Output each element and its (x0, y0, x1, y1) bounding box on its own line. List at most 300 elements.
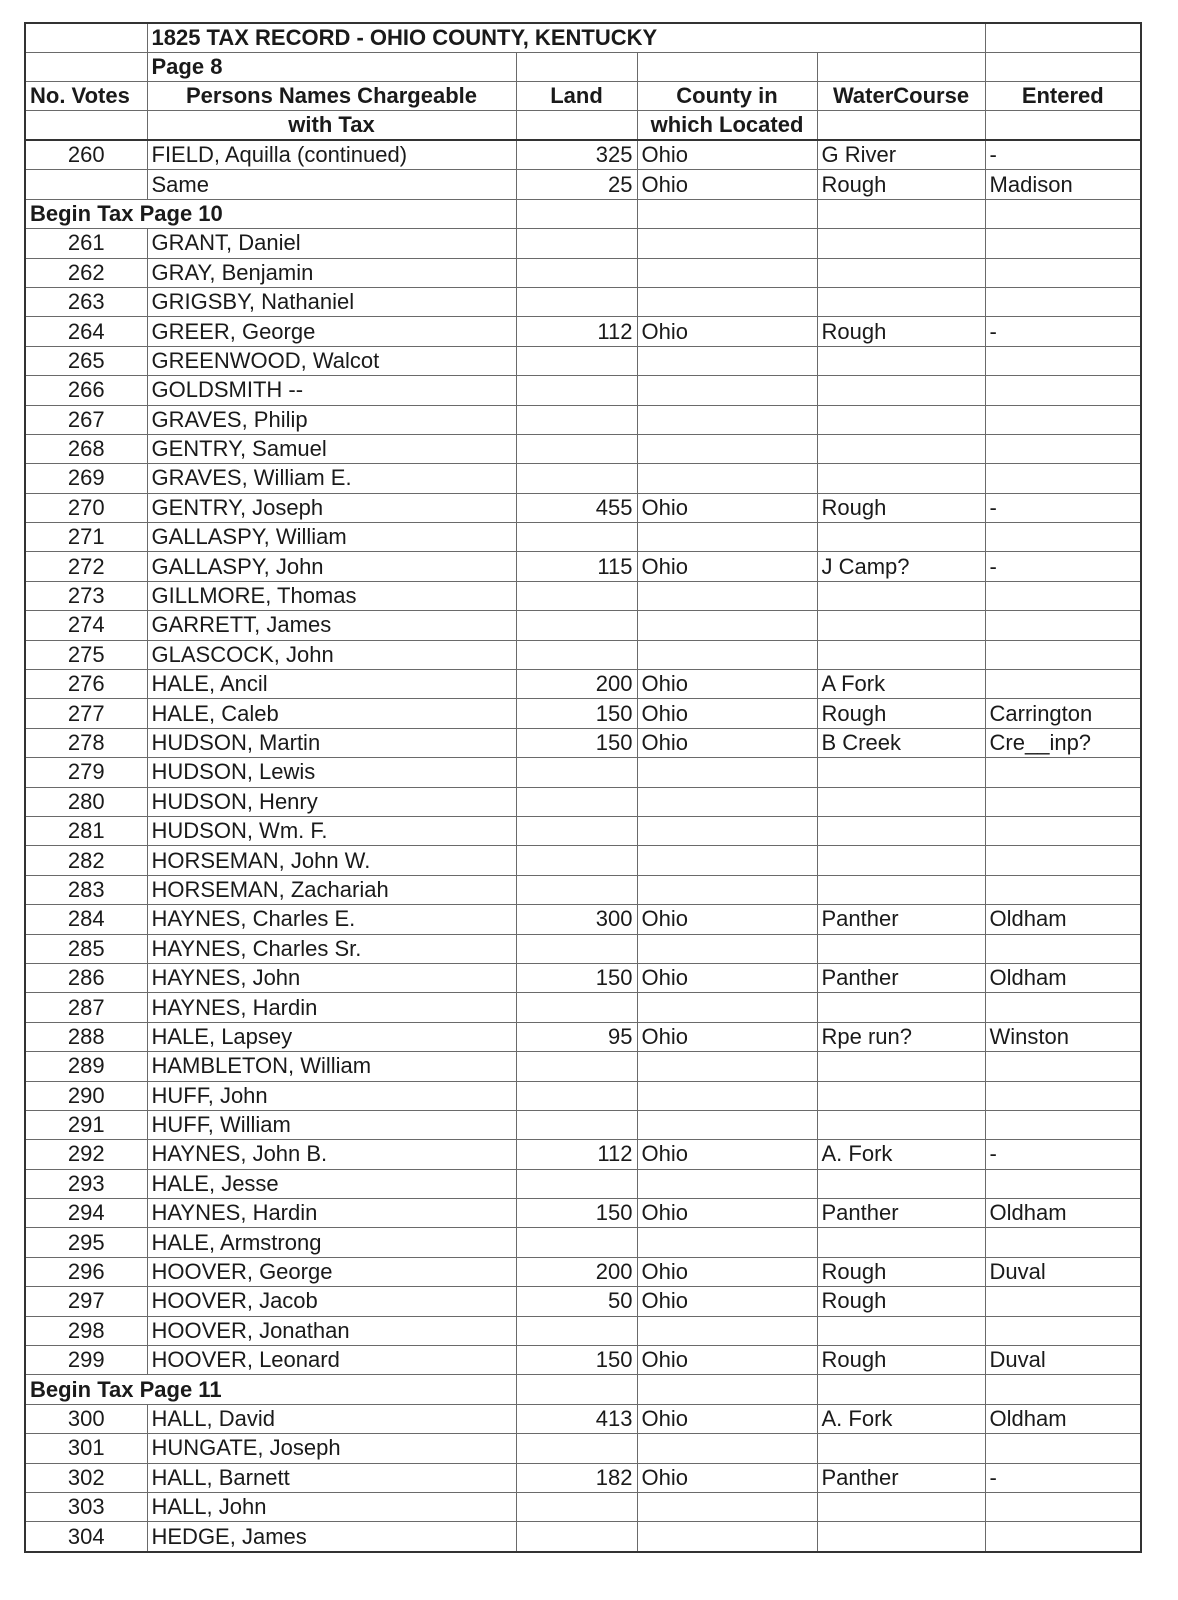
cell-land (516, 934, 637, 963)
cell-land (516, 1110, 637, 1139)
cell-name: HORSEMAN, Zachariah (147, 875, 516, 904)
table-row (25, 346, 1141, 375)
cell-entered: - (985, 140, 1141, 170)
cell-watercourse: Rough (817, 1257, 985, 1286)
cell-land: 182 (516, 1463, 637, 1492)
cell-county (637, 1522, 817, 1552)
cell-county: Ohio (637, 1287, 817, 1316)
cell-entered (985, 1052, 1141, 1081)
table-row (25, 464, 1141, 493)
cell-votes: 287 (25, 993, 147, 1022)
cell-county: Ohio (637, 1257, 817, 1286)
cell-entered (985, 405, 1141, 434)
cell-land: 25 (516, 170, 637, 199)
cell-name: HALL, Barnett (147, 1463, 516, 1492)
cell-name: HAYNES, John B. (147, 1140, 516, 1169)
cell-entered (985, 1522, 1141, 1552)
cell-votes: 299 (25, 1346, 147, 1375)
cell-watercourse (817, 405, 985, 434)
table-row (25, 787, 1141, 816)
cell-land (516, 405, 637, 434)
cell-votes: 285 (25, 934, 147, 963)
cell-watercourse: Rough (817, 699, 985, 728)
cell-name: GRAVES, William E. (147, 464, 516, 493)
cell-name: HORSEMAN, John W. (147, 846, 516, 875)
cell-entered (985, 581, 1141, 610)
cell-name: HOOVER, Jonathan (147, 1316, 516, 1345)
table-row (25, 728, 1141, 757)
cell-entered (985, 346, 1141, 375)
cell-watercourse (817, 1228, 985, 1257)
cell-votes: 261 (25, 229, 147, 258)
cell-entered (985, 1287, 1141, 1316)
section-row (25, 1375, 1141, 1404)
cell-name: GREENWOOD, Walcot (147, 346, 516, 375)
cell-votes: 296 (25, 1257, 147, 1286)
cell-county: Ohio (637, 1022, 817, 1051)
cell-county (637, 787, 817, 816)
cell-votes: 294 (25, 1199, 147, 1228)
cell-votes: 271 (25, 523, 147, 552)
table-row (25, 1110, 1141, 1139)
cell-watercourse (817, 434, 985, 463)
cell-name: FIELD, Aquilla (continued) (147, 140, 516, 170)
table-row (25, 1346, 1141, 1375)
cell-watercourse (817, 611, 985, 640)
cell-land (516, 1081, 637, 1110)
cell-votes: 291 (25, 1110, 147, 1139)
cell-entered: - (985, 552, 1141, 581)
cell-county (637, 376, 817, 405)
cell-entered: Cre__inp? (985, 728, 1141, 757)
cell-watercourse (817, 1434, 985, 1463)
cell-name: HALE, Lapsey (147, 1022, 516, 1051)
cell-watercourse: Panther (817, 1463, 985, 1492)
cell-entered (985, 1110, 1141, 1139)
cell-land: 325 (516, 140, 637, 170)
table-row (25, 1404, 1141, 1433)
cell-watercourse: Rough (817, 170, 985, 199)
cell-county (637, 1228, 817, 1257)
cell-county (637, 346, 817, 375)
cell-county: Ohio (637, 493, 817, 522)
header-watercourse: WaterCourse (817, 82, 985, 111)
cell-watercourse (817, 816, 985, 845)
cell-entered (985, 934, 1141, 963)
cell-county: Ohio (637, 552, 817, 581)
cell-name: HAMBLETON, William (147, 1052, 516, 1081)
cell-votes: 277 (25, 699, 147, 728)
cell-watercourse: G River (817, 140, 985, 170)
cell-watercourse (817, 1052, 985, 1081)
cell-watercourse (817, 1110, 985, 1139)
cell-entered (985, 1169, 1141, 1198)
table-row (25, 581, 1141, 610)
cell-land: 150 (516, 728, 637, 757)
cell-watercourse (817, 229, 985, 258)
cell-votes: 270 (25, 493, 147, 522)
cell-name: HUDSON, Henry (147, 787, 516, 816)
table-row (25, 1257, 1141, 1286)
cell-name: GRIGSBY, Nathaniel (147, 287, 516, 316)
cell-name: GRAY, Benjamin (147, 258, 516, 287)
cell-county (637, 1110, 817, 1139)
cell-county (637, 464, 817, 493)
table-row (25, 405, 1141, 434)
cell-votes: 301 (25, 1434, 147, 1463)
cell-entered: - (985, 1140, 1141, 1169)
cell-watercourse: A Fork (817, 670, 985, 699)
cell-land (516, 816, 637, 845)
table-row (25, 816, 1141, 845)
header-county-2: which Located (637, 111, 817, 141)
cell-county (637, 611, 817, 640)
header-votes: No. Votes (25, 82, 147, 111)
cell-name: GLASCOCK, John (147, 640, 516, 669)
cell-name: HUDSON, Wm. F. (147, 816, 516, 845)
table-row (25, 1316, 1141, 1345)
page-number: Page 8 (147, 53, 516, 82)
table-row (25, 699, 1141, 728)
cell-name: HAYNES, Charles Sr. (147, 934, 516, 963)
cell-name: HEDGE, James (147, 1522, 516, 1552)
cell-watercourse (817, 346, 985, 375)
cell-watercourse: Panther (817, 963, 985, 992)
cell-watercourse (817, 1169, 985, 1198)
cell-watercourse (817, 787, 985, 816)
cell-county (637, 581, 817, 610)
cell-watercourse (817, 1492, 985, 1521)
cell-county (637, 1434, 817, 1463)
cell-watercourse (817, 1522, 985, 1552)
table-row (25, 317, 1141, 346)
cell-votes: 269 (25, 464, 147, 493)
cell-county: Ohio (637, 963, 817, 992)
cell-entered (985, 258, 1141, 287)
cell-land (516, 1434, 637, 1463)
cell-entered (985, 993, 1141, 1022)
header-entered: Entered (985, 82, 1141, 111)
cell-entered (985, 758, 1141, 787)
cell-county (637, 258, 817, 287)
table-row (25, 611, 1141, 640)
cell-entered (985, 1316, 1141, 1345)
cell-entered (985, 376, 1141, 405)
cell-county: Ohio (637, 1199, 817, 1228)
table-row (25, 1287, 1141, 1316)
cell-land (516, 758, 637, 787)
cell-county (637, 229, 817, 258)
cell-name: HAYNES, John (147, 963, 516, 992)
section-label: Begin Tax Page 10 (25, 199, 516, 228)
cell-watercourse (817, 287, 985, 316)
table-row (25, 523, 1141, 552)
cell-votes: 267 (25, 405, 147, 434)
cell-county (637, 846, 817, 875)
cell-name: HAYNES, Hardin (147, 1199, 516, 1228)
cell-land: 200 (516, 670, 637, 699)
table-row (25, 1140, 1141, 1169)
cell-name: HALE, Caleb (147, 699, 516, 728)
cell-watercourse: Rough (817, 1287, 985, 1316)
cell-county: Ohio (637, 699, 817, 728)
cell-county: Ohio (637, 1463, 817, 1492)
cell-land: 150 (516, 963, 637, 992)
cell-votes: 275 (25, 640, 147, 669)
cell-land (516, 229, 637, 258)
cell-name: GILLMORE, Thomas (147, 581, 516, 610)
cell-county (637, 758, 817, 787)
cell-votes: 302 (25, 1463, 147, 1492)
cell-county: Ohio (637, 905, 817, 934)
cell-votes: 289 (25, 1052, 147, 1081)
cell-entered: Winston (985, 1022, 1141, 1051)
table-row (25, 934, 1141, 963)
cell-votes: 266 (25, 376, 147, 405)
cell-name: GRAVES, Philip (147, 405, 516, 434)
cell-land: 200 (516, 1257, 637, 1286)
cell-entered (985, 787, 1141, 816)
cell-name: HUDSON, Martin (147, 728, 516, 757)
cell-land (516, 1052, 637, 1081)
table-row (25, 229, 1141, 258)
cell-name: HALE, Jesse (147, 1169, 516, 1198)
cell-entered: Duval (985, 1346, 1141, 1375)
cell-name: GALLASPY, William (147, 523, 516, 552)
table-row (25, 670, 1141, 699)
cell-entered: - (985, 317, 1141, 346)
table-row (25, 1081, 1141, 1110)
cell-watercourse: Rough (817, 1346, 985, 1375)
cell-land: 50 (516, 1287, 637, 1316)
cell-entered: Oldham (985, 1404, 1141, 1433)
cell-votes: 265 (25, 346, 147, 375)
cell-votes: 295 (25, 1228, 147, 1257)
table-row (25, 1492, 1141, 1521)
cell-watercourse (817, 640, 985, 669)
cell-county (637, 816, 817, 845)
cell-county (637, 434, 817, 463)
cell-land (516, 1316, 637, 1345)
cell-watercourse (817, 993, 985, 1022)
header-county: County in (637, 82, 817, 111)
cell-votes: 288 (25, 1022, 147, 1051)
cell-land (516, 346, 637, 375)
cell-county (637, 405, 817, 434)
cell-watercourse: J Camp? (817, 552, 985, 581)
cell-name: HALE, Armstrong (147, 1228, 516, 1257)
cell-watercourse (817, 934, 985, 963)
cell-county (637, 1492, 817, 1521)
cell-watercourse (817, 376, 985, 405)
cell-votes: 281 (25, 816, 147, 845)
cell-entered (985, 1228, 1141, 1257)
table-row (25, 875, 1141, 904)
cell-land (516, 376, 637, 405)
cell-entered: Oldham (985, 1199, 1141, 1228)
cell-county: Ohio (637, 1346, 817, 1375)
cell-county (637, 993, 817, 1022)
cell-name: HALL, David (147, 1404, 516, 1433)
cell-land (516, 581, 637, 610)
cell-entered (985, 1434, 1141, 1463)
cell-county: Ohio (637, 670, 817, 699)
table-row (25, 1228, 1141, 1257)
cell-entered: - (985, 493, 1141, 522)
table-row (25, 758, 1141, 787)
cell-name: GRANT, Daniel (147, 229, 516, 258)
cell-watercourse: Rpe run? (817, 1022, 985, 1051)
cell-land (516, 611, 637, 640)
title-row (25, 23, 1141, 53)
cell-county: Ohio (637, 140, 817, 170)
cell-votes: 283 (25, 875, 147, 904)
cell-county (637, 640, 817, 669)
cell-land: 95 (516, 1022, 637, 1051)
cell-votes: 297 (25, 1287, 147, 1316)
cell-land: 455 (516, 493, 637, 522)
cell-name: Same (147, 170, 516, 199)
cell-county (637, 523, 817, 552)
header-names: Persons Names Chargeable (147, 82, 516, 111)
cell-land: 115 (516, 552, 637, 581)
cell-land (516, 1522, 637, 1552)
cell-votes: 304 (25, 1522, 147, 1552)
page-row (25, 53, 1141, 82)
cell-watercourse (817, 258, 985, 287)
cell-county (637, 1169, 817, 1198)
column-header-row-2 (25, 111, 1141, 141)
cell-watercourse: A. Fork (817, 1404, 985, 1433)
table-row (25, 1522, 1141, 1552)
cell-watercourse (817, 846, 985, 875)
table-row (25, 552, 1141, 581)
cell-land (516, 846, 637, 875)
cell-votes: 292 (25, 1140, 147, 1169)
table-row (25, 170, 1141, 199)
cell-watercourse: Rough (817, 317, 985, 346)
cell-votes: 282 (25, 846, 147, 875)
cell-entered: Duval (985, 1257, 1141, 1286)
cell-land: 413 (516, 1404, 637, 1433)
header-names-2: with Tax (147, 111, 516, 141)
cell-county: Ohio (637, 728, 817, 757)
cell-watercourse: Panther (817, 905, 985, 934)
cell-county: Ohio (637, 1404, 817, 1433)
cell-name: HALL, John (147, 1492, 516, 1521)
cell-entered: - (985, 1463, 1141, 1492)
cell-votes: 284 (25, 905, 147, 934)
cell-county: Ohio (637, 1140, 817, 1169)
table-row (25, 1052, 1141, 1081)
cell-land (516, 464, 637, 493)
section-label: Begin Tax Page 11 (25, 1375, 516, 1404)
cell-watercourse (817, 523, 985, 552)
cell-county (637, 1052, 817, 1081)
cell-watercourse: Panther (817, 1199, 985, 1228)
cell-votes: 278 (25, 728, 147, 757)
cell-land (516, 258, 637, 287)
cell-votes (25, 170, 147, 199)
table-row (25, 1463, 1141, 1492)
table-row (25, 258, 1141, 287)
tax-record-table (24, 22, 1142, 1553)
cell-land (516, 1228, 637, 1257)
cell-votes: 273 (25, 581, 147, 610)
cell-votes: 272 (25, 552, 147, 581)
table-row (25, 1022, 1141, 1051)
cell-votes: 274 (25, 611, 147, 640)
cell-votes: 264 (25, 317, 147, 346)
cell-votes: 300 (25, 1404, 147, 1433)
cell-entered (985, 640, 1141, 669)
cell-entered: Oldham (985, 963, 1141, 992)
cell-name: GARRETT, James (147, 611, 516, 640)
table-row (25, 287, 1141, 316)
cell-entered (985, 434, 1141, 463)
cell-land: 150 (516, 1199, 637, 1228)
cell-entered (985, 1492, 1141, 1521)
cell-land (516, 1169, 637, 1198)
cell-entered (985, 670, 1141, 699)
cell-land (516, 787, 637, 816)
cell-name: HOOVER, George (147, 1257, 516, 1286)
document-title: 1825 TAX RECORD - OHIO COUNTY, KENTUCKY (147, 23, 985, 53)
cell-name: HUFF, William (147, 1110, 516, 1139)
cell-votes: 268 (25, 434, 147, 463)
table-row (25, 905, 1141, 934)
cell-county: Ohio (637, 317, 817, 346)
cell-votes: 262 (25, 258, 147, 287)
cell-name: GOLDSMITH -- (147, 376, 516, 405)
header-land: Land (516, 82, 637, 111)
cell-land (516, 875, 637, 904)
table-row (25, 434, 1141, 463)
column-header-row (25, 82, 1141, 111)
cell-votes: 293 (25, 1169, 147, 1198)
cell-entered (985, 875, 1141, 904)
cell-votes: 298 (25, 1316, 147, 1345)
cell-entered: Madison (985, 170, 1141, 199)
cell-votes: 263 (25, 287, 147, 316)
cell-votes: 303 (25, 1492, 147, 1521)
cell-county (637, 287, 817, 316)
cell-votes: 279 (25, 758, 147, 787)
cell-county (637, 875, 817, 904)
cell-land: 150 (516, 699, 637, 728)
table-row (25, 140, 1141, 170)
cell-entered: Carrington (985, 699, 1141, 728)
cell-watercourse: Rough (817, 493, 985, 522)
cell-name: HUNGATE, Joseph (147, 1434, 516, 1463)
cell-name: HUFF, John (147, 1081, 516, 1110)
section-row (25, 199, 1141, 228)
table-row (25, 493, 1141, 522)
cell-name: GENTRY, Joseph (147, 493, 516, 522)
cell-name: HAYNES, Hardin (147, 993, 516, 1022)
cell-entered (985, 846, 1141, 875)
cell-votes: 260 (25, 140, 147, 170)
cell-watercourse: A. Fork (817, 1140, 985, 1169)
cell-name: HOOVER, Leonard (147, 1346, 516, 1375)
cell-county (637, 934, 817, 963)
cell-name: GALLASPY, John (147, 552, 516, 581)
cell-land (516, 523, 637, 552)
cell-entered (985, 229, 1141, 258)
cell-land (516, 434, 637, 463)
cell-name: HALE, Ancil (147, 670, 516, 699)
cell-name: GENTRY, Samuel (147, 434, 516, 463)
